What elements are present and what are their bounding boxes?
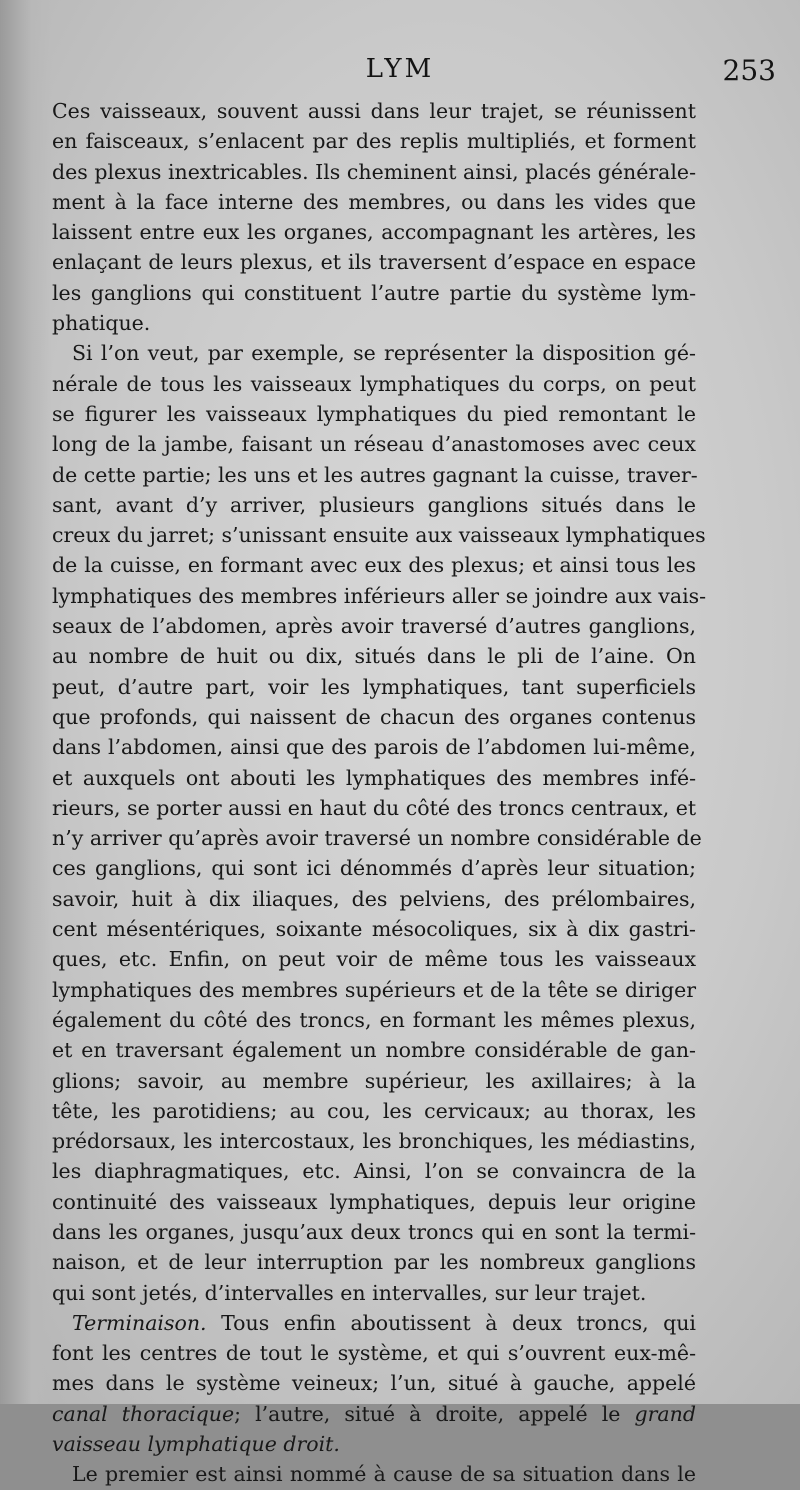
running-head-title: LYM [365,54,435,84]
italic-term: vaisseau lymphatique droit. [52,1432,340,1457]
text-line: font les centres de tout le système, et qui s’ouvrent eux-mê- [52,1341,696,1366]
text-line: Ces vaisseaux, souvent aussi dans leur trajet, se réunissent [52,99,696,123]
text-line: savoir, huit à dix iliaques, des pelviens, des prélombaires, [52,886,696,911]
text-line: ces ganglions, qui sont ici dénommés d’après leur situation; [52,856,696,881]
text-line: cent mésentériques, soixante mésocoliques, six à dix gastri- [52,917,696,942]
text-line: phatique. [52,311,151,336]
body-text [52,96,707,1490]
text-line: lymphatiques des membres inférieurs aller se joindre aux vais- [52,583,707,608]
text-line: et en traversant également un nombre considérable de gan- [52,1038,696,1063]
paragraph-start-line: Si l’on veut, par exemple, se représenter la disposition gé- [72,341,696,366]
text-line [52,1429,696,1459]
paragraph-start-line: Terminaison. Tous enfin aboutissent à deux troncs, qui [72,1310,696,1335]
text-line: laissent entre eux les organes, accompagnant les artères, les [52,220,696,245]
page-gutter-shadow [0,0,52,1404]
running-head [0,52,800,92]
text-line: naison, et de leur interruption par les nombreux ganglions [52,1250,696,1275]
italic-term: canal thoracique [52,1401,235,1426]
text-line: en faisceaux, s’enlacent par des replis multipliés, et forment [52,129,696,154]
text-line: n’y arriver qu’après avoir traversé un nombre considérable de [52,826,702,851]
text-line: que profonds, qui naissent de chacun des organes contenus [52,704,696,729]
text-line: également du côté des troncs, en formant les mêmes plexus, [52,1007,696,1032]
text-line: enlaçant de leurs plexus, et ils traversent d’espace en espace [52,250,696,275]
text-line: de cette partie; les uns et les autres gagnant la cuisse, traver- [52,462,698,487]
section-heading-italic: Terminaison. [72,1310,207,1335]
text-line: tête, les parotidiens; au cou, les cervicaux; au thorax, les [52,1098,696,1123]
italic-term: grand [634,1401,696,1426]
text-line: au nombre de huit ou dix, situés dans le pli de l’aine. On [52,644,696,669]
text-line: dans l’abdomen, ainsi que des parois de l’abdomen lui-même, [52,735,696,760]
text-line: ment à la face interne des membres, ou dans les vides que [52,189,696,214]
text-line: sant, avant d’y arriver, plusieurs ganglions situés dans le [52,492,696,517]
text-line: creux du jarret; s’unissant ensuite aux vaisseaux lymphatiques [52,523,706,548]
text-line: les diaphragmatiques, etc. Ainsi, l’on se convaincra de la [52,1159,696,1184]
text-line: se figurer les vaisseaux lymphatiques du pied remontant le [52,401,696,426]
text-line: et auxquels ont abouti les lymphatiques des membres infé- [52,765,696,790]
text-line: canal thoracique; l’autre, situé à droite, appelé le grand [52,1401,696,1426]
text-line: long de la jambe, faisant un réseau d’anastomoses avec ceux [52,432,696,457]
text-line: nérale de tous les vaisseaux lymphatiques du corps, on peut [52,371,696,396]
text-line: ques, etc. Enfin, on peut voir de même tous les vaisseaux [52,947,696,972]
text-line: de la cuisse, en formant avec eux des plexus; et ainsi tous les [52,553,696,578]
text-line: dans les organes, jusqu’aux deux troncs qui en sont la termi- [52,1219,696,1244]
paragraph-start-line: Le premier est ainsi nommé à cause de sa situation dans le [72,1462,696,1487]
text-line: les ganglions qui constituent l’autre partie du système lym- [52,280,696,305]
text-line: mes dans le système veineux; l’un, situé à gauche, appelé [52,1371,696,1396]
text-line: prédorsaux, les intercostaux, les bronchiques, les médiastins, [52,1129,696,1154]
text-line: des plexus inextricables. Ils cheminent ainsi, placés générale- [52,159,696,184]
text-line: seaux de l’abdomen, après avoir traversé d’autres ganglions, [52,614,696,639]
text-line: continuité des vaisseaux lymphatiques, depuis leur origine [52,1189,696,1214]
page-number: 253 [722,54,776,87]
text-line: rieurs, se porter aussi en haut du côté des troncs centraux, et [52,795,697,820]
text-line: lymphatiques des membres supérieurs et de la tête se diriger [52,977,696,1002]
text-line: qui sont jetés, d’intervalles en intervalles, sur leur trajet. [52,1280,647,1305]
text-line: glions; savoir, au membre supérieur, les axillaires; à la [52,1068,696,1093]
text-line: peut, d’autre part, voir les lymphatiques, tant superficiels [52,674,696,699]
